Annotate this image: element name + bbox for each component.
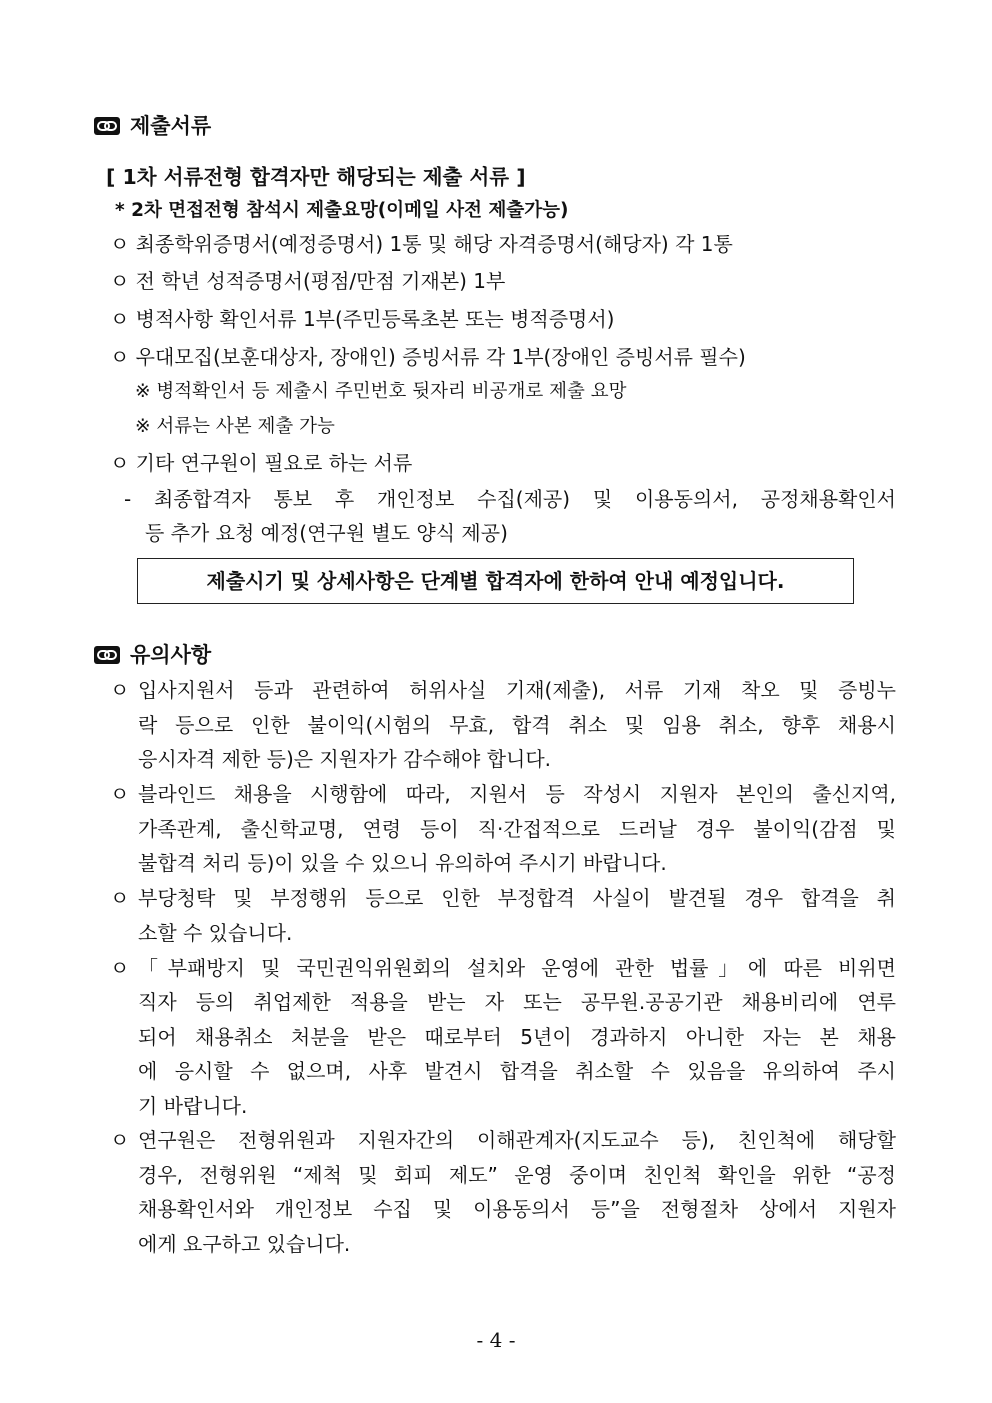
paragraph-line: 채용확인서와 개인정보 수집 및 이용동의서 등”을 전형절차 상에서 지원자: [138, 1197, 896, 1221]
document-item-military: ㅇ 병적사항 확인서류 1부(주민등록초본 또는 병적증명서): [110, 307, 615, 331]
paragraph-line: 불합격 처리 등)이 있을 수 있으니 유의하여 주시기 바랍니다.: [138, 851, 667, 875]
remark-military: ※ 병적확인서 등 제출시 주민번호 뒷자리 비공개로 제출 요망: [135, 381, 627, 402]
paragraph-bullet: ㅇ: [110, 782, 130, 806]
paragraph-line: 경우, 전형위원 “제척 및 회피 제도” 운영 중이며 친인척 확인을 위한 “공정: [138, 1163, 896, 1187]
paragraph-bullet: ㅇ: [110, 956, 130, 980]
section-title-documents: 제출서류: [130, 114, 212, 138]
paragraph-line: 락 등으로 인한 불이익(시험의 무효, 합격 취소 및 임용 취소, 향후 채용시: [138, 713, 896, 737]
interview-note: * 2차 면접전형 참석시 제출요망(이메일 사전 제출가능): [115, 200, 569, 221]
paragraph-line: 연구원은 전형위원과 지원자간의 이해관계자(지도교수 등), 친인척에 해당할: [138, 1128, 896, 1152]
paragraph-line: 에게 요구하고 있습니다.: [138, 1232, 351, 1256]
notice-text: 제출시기 및 상세사항은 단계별 합격자에 한하여 안내 예정입니다.: [206, 569, 785, 593]
paragraph-bullet: ㅇ: [110, 678, 130, 702]
other-detail-line: - 최종합격자 통보 후 개인정보 수집(제공) 및 이용동의서, 공정채용확인서: [124, 487, 896, 511]
paragraph-line: 가족관계, 출신학교명, 연령 등이 직·간접적으로 드러날 경우 불이익(감점 및: [138, 817, 896, 841]
paragraph-line: 기 바랍니다.: [138, 1094, 248, 1118]
page-number: - 4 -: [476, 1328, 516, 1352]
remark-copy: ※ 서류는 사본 제출 가능: [135, 416, 335, 437]
document-item-degree: ㅇ 최종학위증명서(예정증명서) 1통 및 해당 자격증명서(해당자) 각 1통: [110, 232, 733, 256]
paragraph-bullet: ㅇ: [110, 886, 130, 910]
paragraph-line: 에 응시할 수 없으며, 사후 발견시 합격을 취소할 수 있음을 유의하여 주시: [138, 1059, 896, 1083]
paragraph-line: 응시자격 제한 등)은 지원자가 감수해야 합니다.: [138, 747, 552, 771]
documents-subheading: [ 1차 서류전형 합격자만 해당되는 제출 서류 ]: [106, 165, 526, 189]
section-title-notes: 유의사항: [130, 643, 212, 667]
paragraph-line: 소할 수 있습니다.: [138, 921, 293, 945]
paragraph-line: 입사지원서 등과 관련하여 허위사실 기재(제출), 서류 기재 착오 및 증빙누: [138, 678, 896, 702]
document-item-transcript: ㅇ 전 학년 성적증명서(평점/만점 기재본) 1부: [110, 269, 506, 293]
paragraph-line: 「부패방지 및 국민권익위원회의 설치와 운영에 관한 법률」에 따른 비위면: [138, 956, 896, 980]
paragraph-bullet: ㅇ: [110, 1128, 130, 1152]
link-icon: [94, 646, 120, 664]
notice-box: [137, 558, 854, 604]
paragraph-line: 부당청탁 및 부정행위 등으로 인한 부정합격 사실이 발견될 경우 합격을 취: [138, 886, 896, 910]
other-detail-line: 등 추가 요청 예정(연구원 별도 양식 제공): [145, 521, 508, 545]
document-item-other: ㅇ 기타 연구원이 필요로 하는 서류: [110, 451, 413, 475]
paragraph-line: 되어 채용취소 처분을 받은 때로부터 5년이 경과하지 아니한 자는 본 채용: [138, 1025, 896, 1049]
link-icon: [94, 117, 120, 135]
document-item-preference: ㅇ 우대모집(보훈대상자, 장애인) 증빙서류 각 1부(장애인 증빙서류 필수): [110, 345, 746, 369]
paragraph-line: 블라인드 채용을 시행함에 따라, 지원서 등 작성시 지원자 본인의 출신지역,: [138, 782, 896, 806]
paragraph-line: 직자 등의 취업제한 적용을 받는 자 또는 공무원.공공기관 채용비리에 연루: [138, 990, 896, 1014]
